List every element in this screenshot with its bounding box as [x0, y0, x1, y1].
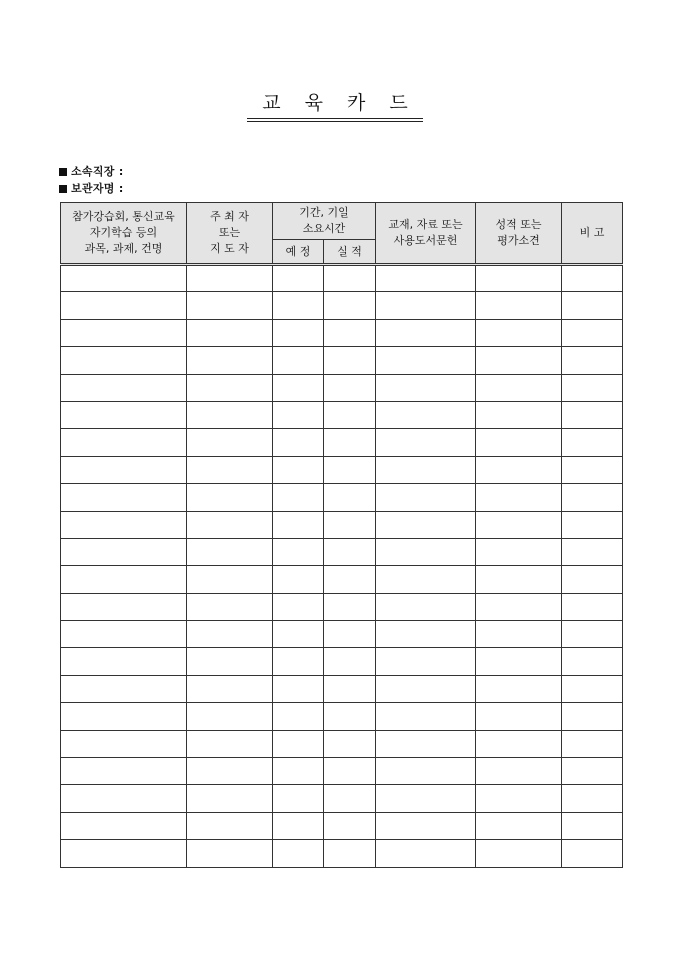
cell-remarks[interactable] [562, 511, 623, 538]
cell-course[interactable] [61, 566, 187, 593]
cell-course[interactable] [61, 730, 187, 757]
cell-evaluation[interactable] [476, 840, 562, 867]
header-materials: 교재, 자료 또는 사용도서문헌 [376, 203, 476, 265]
cell-course[interactable] [61, 621, 187, 648]
table-row [61, 347, 623, 374]
cell-course[interactable] [61, 675, 187, 702]
cell-actual[interactable] [324, 347, 376, 374]
cell-evaluation[interactable] [476, 675, 562, 702]
cell-actual[interactable] [324, 401, 376, 428]
header-host: 주 최 자 또는 지 도 자 [187, 203, 273, 265]
cell-planned[interactable] [273, 511, 324, 538]
cell-course[interactable] [61, 429, 187, 456]
table-row [61, 648, 623, 675]
cell-materials[interactable] [376, 347, 476, 374]
cell-evaluation[interactable] [476, 429, 562, 456]
cell-materials[interactable] [376, 456, 476, 483]
title-underline-top [247, 118, 423, 119]
cell-host[interactable] [187, 593, 273, 620]
cell-course[interactable] [61, 456, 187, 483]
cell-evaluation[interactable] [476, 456, 562, 483]
cell-evaluation[interactable] [476, 374, 562, 401]
cell-course[interactable] [61, 484, 187, 511]
table-row [61, 675, 623, 702]
table-row [61, 785, 623, 812]
cell-course[interactable] [61, 648, 187, 675]
cell-course[interactable] [61, 812, 187, 839]
table-row [61, 593, 623, 620]
cell-course[interactable] [61, 538, 187, 565]
cell-actual[interactable] [324, 429, 376, 456]
table-body [61, 265, 623, 868]
cell-course[interactable] [61, 758, 187, 785]
cell-actual[interactable] [324, 812, 376, 839]
cell-planned[interactable] [273, 812, 324, 839]
cell-materials[interactable] [376, 429, 476, 456]
cell-course[interactable] [61, 840, 187, 867]
cell-evaluation[interactable] [476, 621, 562, 648]
cell-actual[interactable] [324, 456, 376, 483]
cell-remarks[interactable] [562, 319, 623, 346]
cell-remarks[interactable] [562, 456, 623, 483]
table-row [61, 401, 623, 428]
cell-materials[interactable] [376, 566, 476, 593]
cell-host[interactable] [187, 840, 273, 867]
cell-host[interactable] [187, 758, 273, 785]
square-bullet-icon [59, 168, 67, 176]
cell-materials[interactable] [376, 648, 476, 675]
cell-planned[interactable] [273, 347, 324, 374]
cell-actual[interactable] [324, 292, 376, 319]
cell-host[interactable] [187, 374, 273, 401]
cell-host[interactable] [187, 265, 273, 292]
table-row [61, 456, 623, 483]
header-evaluation: 성적 또는 평가소견 [476, 203, 562, 265]
cell-planned[interactable] [273, 401, 324, 428]
cell-actual[interactable] [324, 374, 376, 401]
square-bullet-icon [59, 185, 67, 193]
cell-course[interactable] [61, 319, 187, 346]
cell-evaluation[interactable] [476, 593, 562, 620]
cell-remarks[interactable] [562, 292, 623, 319]
cell-host[interactable] [187, 347, 273, 374]
cell-materials[interactable] [376, 319, 476, 346]
cell-actual[interactable] [324, 730, 376, 757]
cell-materials[interactable] [376, 758, 476, 785]
cell-evaluation[interactable] [476, 758, 562, 785]
cell-materials[interactable] [376, 538, 476, 565]
table-row [61, 265, 623, 292]
cell-planned[interactable] [273, 593, 324, 620]
education-card-table [60, 202, 623, 868]
cell-remarks[interactable] [562, 374, 623, 401]
cell-host[interactable] [187, 566, 273, 593]
cell-remarks[interactable] [562, 265, 623, 292]
document-title: 교 육 카 드 [262, 92, 417, 114]
cell-actual[interactable] [324, 319, 376, 346]
table-row [61, 703, 623, 730]
cell-planned[interactable] [273, 675, 324, 702]
table-row [61, 621, 623, 648]
cell-actual[interactable] [324, 675, 376, 702]
cell-remarks[interactable] [562, 648, 623, 675]
cell-remarks[interactable] [562, 812, 623, 839]
cell-materials[interactable] [376, 265, 476, 292]
keeper-line [59, 180, 124, 196]
cell-materials[interactable] [376, 621, 476, 648]
cell-course[interactable] [61, 347, 187, 374]
cell-evaluation[interactable] [476, 484, 562, 511]
cell-remarks[interactable] [562, 484, 623, 511]
cell-materials[interactable] [376, 511, 476, 538]
keeper-label: 보관자명 : [71, 182, 124, 195]
table-row [61, 812, 623, 839]
cell-host[interactable] [187, 484, 273, 511]
cell-host[interactable] [187, 292, 273, 319]
cell-host[interactable] [187, 730, 273, 757]
cell-course[interactable] [61, 374, 187, 401]
cell-planned[interactable] [273, 566, 324, 593]
cell-actual[interactable] [324, 648, 376, 675]
cell-host[interactable] [187, 785, 273, 812]
table-row [61, 730, 623, 757]
cell-remarks[interactable] [562, 429, 623, 456]
cell-host[interactable] [187, 621, 273, 648]
cell-host[interactable] [187, 456, 273, 483]
header-remarks: 비 고 [562, 203, 623, 265]
affiliation-label: 소속직장 : [71, 165, 124, 178]
cell-evaluation[interactable] [476, 703, 562, 730]
cell-actual[interactable] [324, 484, 376, 511]
cell-actual[interactable] [324, 758, 376, 785]
cell-remarks[interactable] [562, 538, 623, 565]
cell-remarks[interactable] [562, 758, 623, 785]
cell-evaluation[interactable] [476, 566, 562, 593]
affiliation-line [59, 163, 124, 179]
cell-remarks[interactable] [562, 593, 623, 620]
cell-materials[interactable] [376, 484, 476, 511]
cell-planned[interactable] [273, 292, 324, 319]
cell-planned[interactable] [273, 840, 324, 867]
cell-materials[interactable] [376, 785, 476, 812]
cell-evaluation[interactable] [476, 785, 562, 812]
cell-actual[interactable] [324, 703, 376, 730]
cell-materials[interactable] [376, 593, 476, 620]
cell-planned[interactable] [273, 758, 324, 785]
cell-course[interactable] [61, 703, 187, 730]
cell-course[interactable] [61, 401, 187, 428]
table-row [61, 319, 623, 346]
cell-host[interactable] [187, 675, 273, 702]
cell-planned[interactable] [273, 374, 324, 401]
table-row [61, 758, 623, 785]
cell-evaluation[interactable] [476, 401, 562, 428]
cell-actual[interactable] [324, 785, 376, 812]
cell-host[interactable] [187, 648, 273, 675]
cell-planned[interactable] [273, 621, 324, 648]
cell-planned[interactable] [273, 429, 324, 456]
cell-materials[interactable] [376, 812, 476, 839]
cell-remarks[interactable] [562, 785, 623, 812]
cell-planned[interactable] [273, 648, 324, 675]
cell-evaluation[interactable] [476, 347, 562, 374]
cell-course[interactable] [61, 265, 187, 292]
cell-planned[interactable] [273, 730, 324, 757]
cell-host[interactable] [187, 538, 273, 565]
table-row [61, 840, 623, 867]
table-row [61, 538, 623, 565]
cell-remarks[interactable] [562, 566, 623, 593]
cell-evaluation[interactable] [476, 812, 562, 839]
header-course: 참가강습회, 통신교육 자기학습 등의 과목, 과제, 건명 [61, 203, 187, 265]
cell-host[interactable] [187, 511, 273, 538]
cell-materials[interactable] [376, 840, 476, 867]
cell-remarks[interactable] [562, 347, 623, 374]
cell-course[interactable] [61, 593, 187, 620]
cell-actual[interactable] [324, 621, 376, 648]
cell-actual[interactable] [324, 840, 376, 867]
cell-materials[interactable] [376, 730, 476, 757]
table-row [61, 292, 623, 319]
title-underline-bottom [247, 121, 423, 122]
cell-materials[interactable] [376, 374, 476, 401]
cell-host[interactable] [187, 401, 273, 428]
header-period: 기간, 기일 소요시간 [273, 203, 376, 240]
cell-materials[interactable] [376, 292, 476, 319]
cell-evaluation[interactable] [476, 265, 562, 292]
cell-remarks[interactable] [562, 401, 623, 428]
header-planned: 예 정 [273, 240, 324, 265]
table-row [61, 374, 623, 401]
cell-actual[interactable] [324, 566, 376, 593]
cell-planned[interactable] [273, 484, 324, 511]
cell-evaluation[interactable] [476, 319, 562, 346]
cell-planned[interactable] [273, 785, 324, 812]
cell-planned[interactable] [273, 703, 324, 730]
cell-evaluation[interactable] [476, 648, 562, 675]
cell-remarks[interactable] [562, 621, 623, 648]
table-row [61, 566, 623, 593]
cell-course[interactable] [61, 511, 187, 538]
cell-remarks[interactable] [562, 675, 623, 702]
table-row [61, 484, 623, 511]
table-row [61, 511, 623, 538]
cell-host[interactable] [187, 703, 273, 730]
table-row [61, 429, 623, 456]
cell-remarks[interactable] [562, 703, 623, 730]
cell-planned[interactable] [273, 319, 324, 346]
cell-materials[interactable] [376, 675, 476, 702]
cell-planned[interactable] [273, 265, 324, 292]
cell-host[interactable] [187, 319, 273, 346]
cell-remarks[interactable] [562, 840, 623, 867]
cell-actual[interactable] [324, 538, 376, 565]
cell-actual[interactable] [324, 593, 376, 620]
cell-host[interactable] [187, 429, 273, 456]
cell-materials[interactable] [376, 703, 476, 730]
header-actual: 실 적 [324, 240, 376, 265]
cell-remarks[interactable] [562, 730, 623, 757]
cell-evaluation[interactable] [476, 292, 562, 319]
cell-host[interactable] [187, 812, 273, 839]
cell-materials[interactable] [376, 401, 476, 428]
cell-course[interactable] [61, 292, 187, 319]
cell-planned[interactable] [273, 456, 324, 483]
cell-actual[interactable] [324, 265, 376, 292]
cell-evaluation[interactable] [476, 730, 562, 757]
cell-course[interactable] [61, 785, 187, 812]
cell-evaluation[interactable] [476, 511, 562, 538]
cell-planned[interactable] [273, 538, 324, 565]
cell-evaluation[interactable] [476, 538, 562, 565]
cell-actual[interactable] [324, 511, 376, 538]
